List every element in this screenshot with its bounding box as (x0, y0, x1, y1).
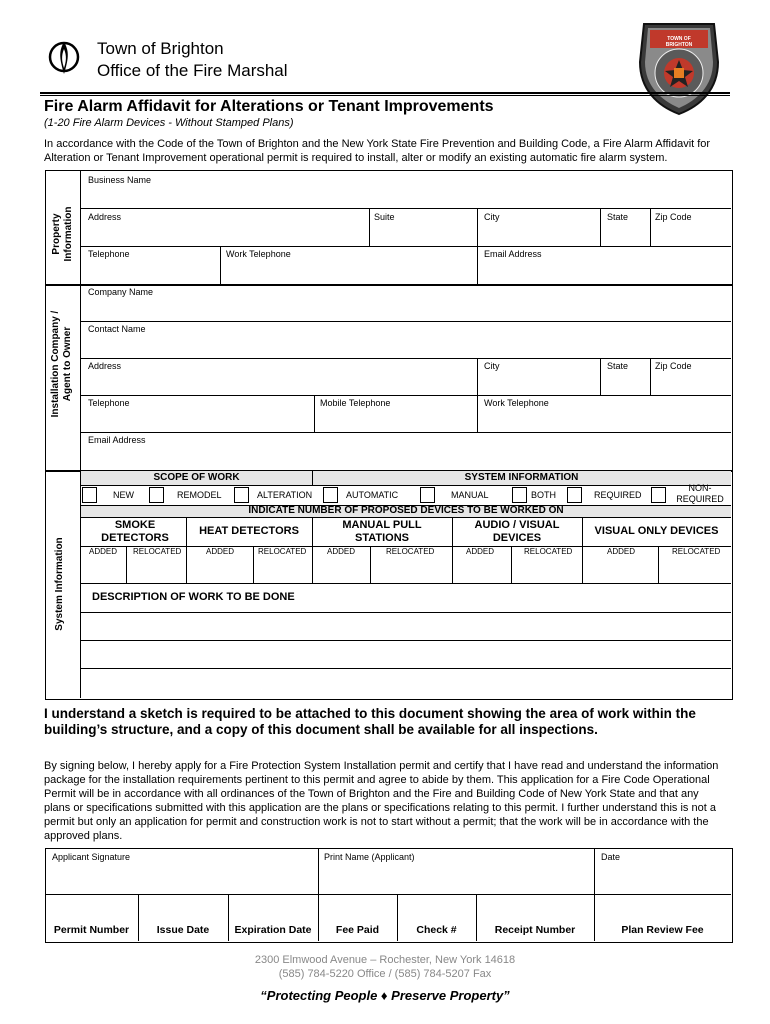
heat-detectors-header: HEAT DETECTORS (199, 525, 299, 537)
installer-zip-field[interactable]: Zip Code (655, 361, 692, 371)
installer-section-label: Installation Company / Agent to Owner (50, 310, 73, 418)
town-name: Town of Brighton (97, 39, 224, 58)
check-number-label: Check # (416, 924, 457, 936)
manual-checkbox[interactable] (420, 487, 435, 503)
badge-shield-icon (636, 18, 722, 116)
property-city-field[interactable]: City (484, 212, 500, 222)
description-area[interactable] (81, 613, 731, 697)
manual-pull-header: MANUAL PULL STATIONS (342, 519, 422, 544)
both-checkbox[interactable] (512, 487, 527, 503)
form-title: Fire Alarm Affidavit for Alterations or Tenant Improvements (44, 98, 494, 115)
form-subtitle: (1-20 Fire Alarm Devices - Without Stamped Plans) (44, 117, 294, 129)
intro-paragraph: In accordance with the Code of the Town of Brighton and the New York State Fire Prevention and Building Code, a Fire Alarm Affidavit for Alteration or Tenant Improvement operational permit is required to install, alter or modify an existing automatic fire alarm system. (44, 138, 711, 164)
contact-name-field[interactable]: Contact Name (88, 324, 146, 334)
installer-state-field[interactable]: State (607, 361, 629, 371)
heat-added: ADDED (206, 547, 235, 556)
smoke-relocated: RELOCATED (133, 547, 182, 556)
installer-telephone-field[interactable]: Telephone (88, 398, 130, 408)
fire-marshal-badge (636, 18, 722, 116)
system-info-header: SYSTEM INFORMATION (464, 472, 579, 483)
business-name-field[interactable]: Business Name (88, 175, 152, 185)
sketch-statement: I understand a sketch is required to be attached to this document showing the area of work within the building’s structure, and a copy of this document shall be available for all inspections. (44, 706, 696, 737)
required-checkbox[interactable] (567, 487, 582, 503)
installer-address-field[interactable]: Address (88, 361, 122, 371)
permit-number-label: Permit Number (53, 924, 130, 936)
audio-visual-header: AUDIO / VISUAL DEVICES (474, 519, 560, 544)
manual-label: MANUAL (451, 490, 489, 500)
date-field[interactable]: Date (601, 852, 621, 862)
automatic-checkbox[interactable] (323, 487, 338, 503)
applicant-signature-field[interactable]: Applicant Signature (52, 852, 131, 862)
both-label: BOTH (531, 490, 557, 500)
smoke-added: ADDED (89, 547, 118, 556)
remodel-checkbox[interactable] (149, 487, 164, 503)
property-section-label: Property Information (51, 206, 74, 262)
new-label: NEW (113, 490, 134, 500)
pull-added: ADDED (327, 547, 356, 556)
new-checkbox[interactable] (82, 487, 97, 503)
property-state-field[interactable]: State (607, 212, 629, 222)
property-zip-field[interactable]: Zip Code (655, 212, 692, 222)
devices-header: INDICATE NUMBER OF PROPOSED DEVICES TO BE WORKED ON (248, 505, 564, 516)
header-rule-thin (40, 95, 730, 96)
required-label: REQUIRED (594, 490, 642, 500)
badge-top-text: TOWN OF BRIGHTON (665, 36, 693, 48)
av-added: ADDED (466, 547, 495, 556)
av-relocated: RELOCATED (524, 547, 573, 556)
footer-address: 2300 Elmwood Avenue – Rochester, New York 14618 (254, 954, 516, 966)
visual-added: ADDED (607, 547, 636, 556)
town-logo (48, 34, 80, 80)
flame-logo-icon (48, 34, 80, 80)
print-name-field[interactable]: Print Name (Applicant) (324, 852, 415, 862)
scope-of-work-header: SCOPE OF WORK (153, 472, 240, 483)
remodel-label: REMODEL (177, 490, 222, 500)
office-name: Office of the Fire Marshal (97, 61, 288, 80)
alteration-label: ALTERATION (257, 490, 313, 500)
property-suite-field[interactable]: Suite (374, 212, 395, 222)
footer-motto: “Protecting People ♦ Preserve Property” (260, 988, 510, 1003)
installer-email-field[interactable]: Email Address (88, 435, 146, 445)
smoke-detectors-header: SMOKE DETECTORS (101, 519, 169, 544)
system-section-label: System Information (54, 537, 65, 631)
heat-relocated: RELOCATED (258, 547, 307, 556)
description-header: DESCRIPTION OF WORK TO BE DONE (92, 591, 295, 603)
property-work-telephone-field[interactable]: Work Telephone (226, 249, 291, 259)
property-address-field[interactable]: Address (88, 212, 122, 222)
receipt-number-label: Receipt Number (494, 924, 576, 936)
plan-review-fee-label: Plan Review Fee (621, 924, 704, 936)
property-section (45, 170, 733, 286)
expiration-date-label: Expiration Date (234, 924, 312, 936)
footer-phone: (585) 784-5220 Office / (585) 784-5207 Fax (278, 968, 492, 980)
installer-city-field[interactable]: City (484, 361, 500, 371)
pull-relocated: RELOCATED (386, 547, 435, 556)
installer-mobile-field[interactable]: Mobile Telephone (320, 398, 391, 408)
installer-work-telephone-field[interactable]: Work Telephone (484, 398, 549, 408)
issue-date-label: Issue Date (156, 924, 210, 936)
automatic-label: AUTOMATIC (346, 490, 399, 500)
visual-relocated: RELOCATED (672, 547, 721, 556)
company-name-field[interactable]: Company Name (88, 287, 154, 297)
installer-section (45, 284, 733, 472)
header-rule (40, 92, 730, 94)
fee-paid-label: Fee Paid (335, 924, 380, 936)
alteration-checkbox[interactable] (234, 487, 249, 503)
non-required-checkbox[interactable] (651, 487, 666, 503)
non-required-label: NON-REQUIRED (676, 483, 724, 504)
certification-paragraph: By signing below, I hereby apply for a Fire Protection System Installation permit and certify that I have read and understand the information package for the installation requirements pertinent to this permit and agree to abide by them. This application for a Fire Code Operational Permit will be in accordance with all ordinances of the Town of Brighton and the Fire and Building Code of New York State and that any plans or specifications submitted with this application are the plans or specifications relating to this permit. I further understand this is not a permit but only an application for permit and construction work is not to start without a permit; that the work will be in accordance with the approved plans. (44, 760, 719, 842)
property-telephone-field[interactable]: Telephone (88, 249, 130, 259)
property-email-field[interactable]: Email Address (484, 249, 542, 259)
visual-only-header: VISUAL ONLY DEVICES (594, 525, 719, 537)
